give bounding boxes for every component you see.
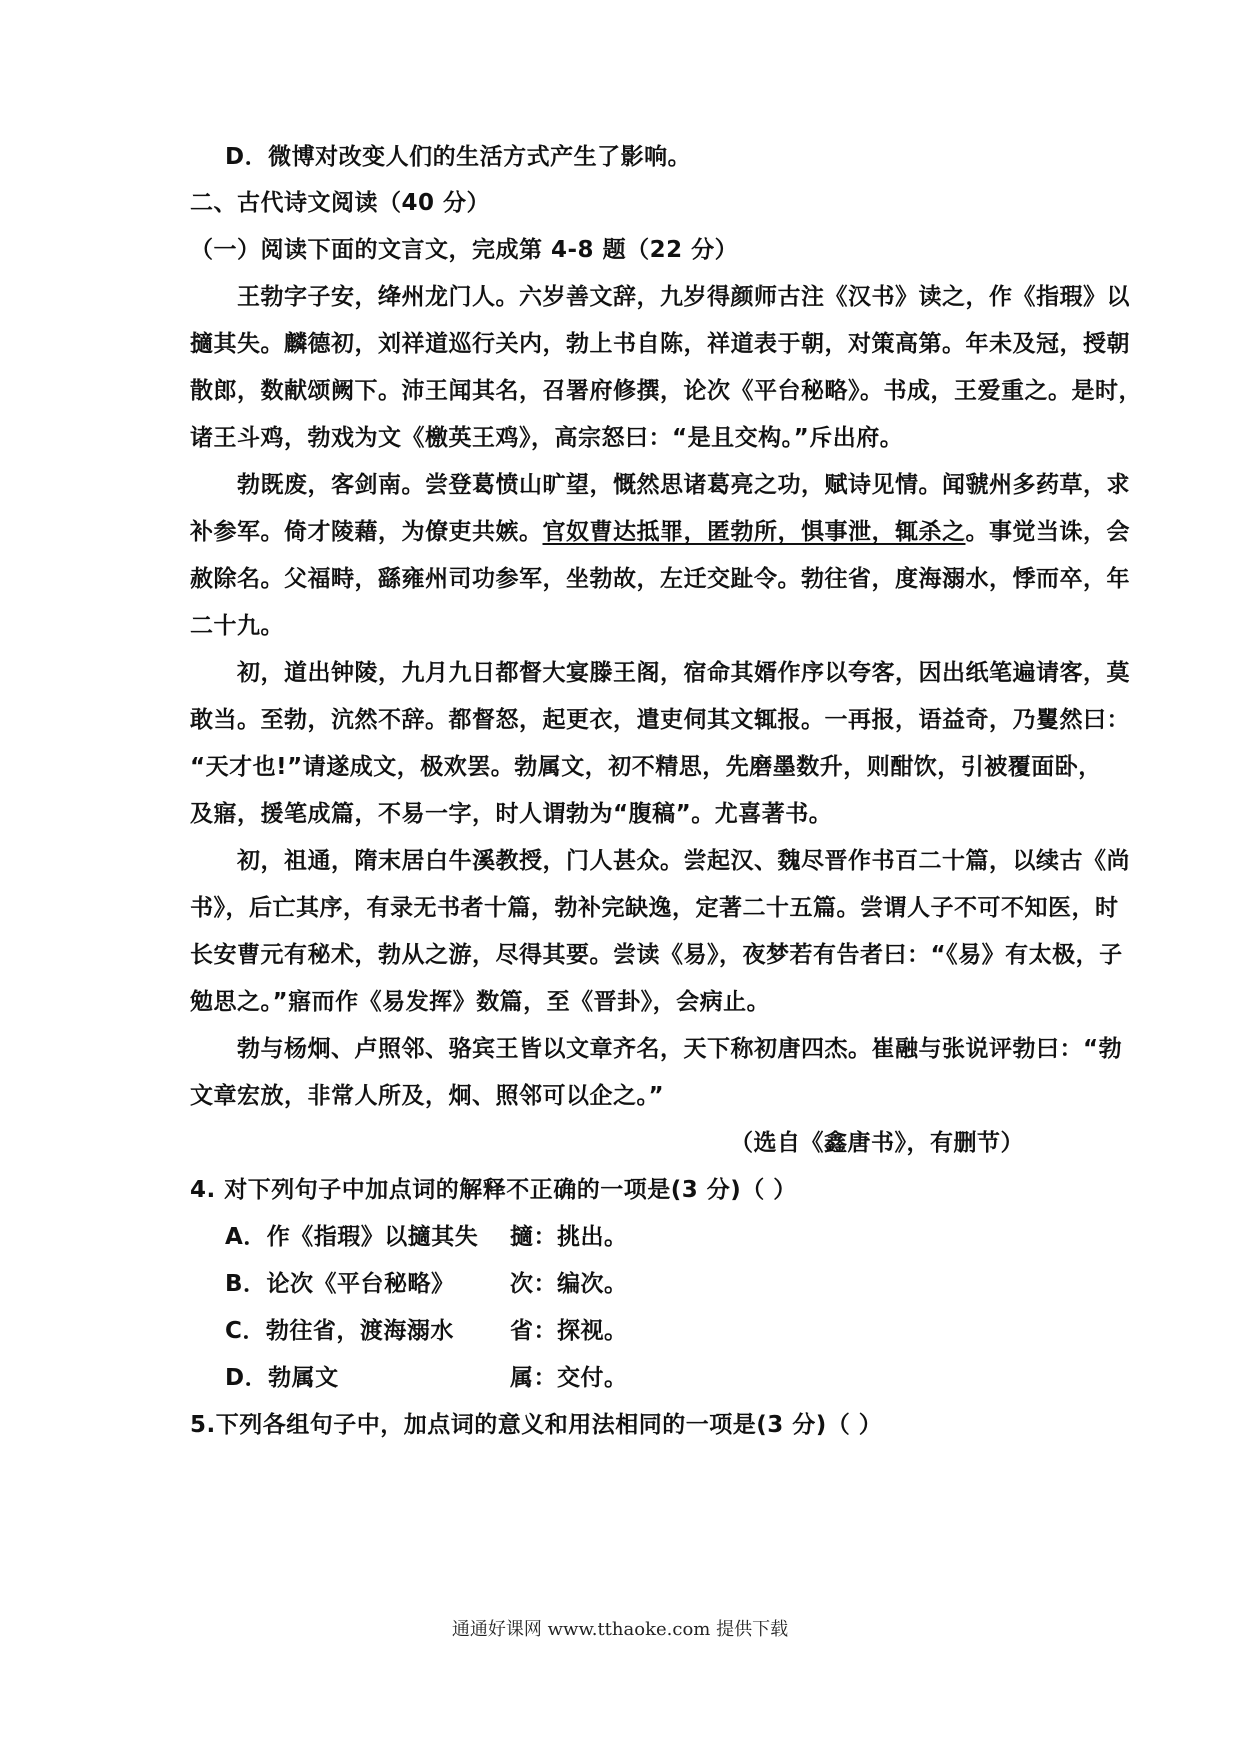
passage-p1-line4: 诸王斗鸡，勃戏为文《檄英王鸡》，高宗怒曰：“是且交构。”斥出府。 <box>190 425 904 451</box>
passage-p3-line1: 初，道出钟陵，九月九日都督大宴滕王阁，宿命其婿作序以夸客，因出纸笔遍请客，莫 <box>237 660 1130 686</box>
passage-p1-line3: 散郎，数献颂阙下。沛王闻其名，召署府修撰，论次《平台秘略》。书成，王爱重之。是时， <box>190 378 1142 404</box>
question-5: 5.下列各组句子中，加点词的意义和用法相同的一项是(3 分)（ ） <box>190 1412 883 1438</box>
passage-p1-line1: 王勃字子安，绛州龙门人。六岁善文辞，九岁得颜师古注《汉书》读之，作《指瑕》以 <box>237 284 1130 310</box>
option-b-gloss: 次：编次。 <box>510 1271 628 1297</box>
question-4-option-b <box>225 1269 1105 1299</box>
section-heading: 二、古代诗文阅读（40 分） <box>190 190 491 216</box>
passage-p3-line4: 及寤，援笔成篇，不易一字，时人谓勃为“腹稿”。尤喜著书。 <box>190 801 833 827</box>
page-footer: 通通好课网 www.tthaoke.com 提供下载 <box>451 1619 789 1640</box>
question-4-option-a <box>225 1222 1105 1252</box>
question-4: 4. 对下列句子中加点词的解释不正确的一项是(3 分)（ ） <box>190 1177 797 1203</box>
option-c-sentence: C．勃往省，渡海溺水 <box>225 1318 454 1344</box>
passage-p3-line3: “天才也!”请遂成文，极欢罢。勃属文，初不精思，先磨墨数升，则酣饮，引被覆面卧， <box>190 754 1102 780</box>
passage-p2-line2-post: 。事觉当诛，会 <box>965 519 1130 545</box>
option-a-gloss: 擿：挑出。 <box>510 1224 628 1250</box>
option-d-sentence: D．勃属文 <box>225 1365 339 1391</box>
passage-p2-line4: 二十九。 <box>190 613 284 639</box>
passage-p4-line1: 初，祖通，隋末居白牛溪教授，门人甚众。尝起汉、魏尽晋作书百二十篇，以续古《尚 <box>237 848 1130 874</box>
passage-p2-line2 <box>190 517 1130 547</box>
option-d-previous: D．微博对改变人们的生活方式产生了影响。 <box>225 144 692 170</box>
option-b-sentence: B．论次《平台秘略》 <box>225 1271 455 1297</box>
passage-p4-line3: 长安曹元有秘术，勃从之游，尽得其要。尝读《易》，夜梦若有告者曰：“《易》有太极，子 <box>190 942 1123 968</box>
passage-p5-line2: 文章宏放，非常人所及，炯、照邻可以企之。” <box>190 1083 665 1109</box>
passage-p1-line2: 擿其失。麟德初，刘祥道巡行关内，勃上书自陈，祥道表于朝，对策高第。年未及冠，授朝 <box>190 331 1130 357</box>
passage-p4-line4: 勉思之。”寤而作《易发挥》数篇，至《晋卦》，会病止。 <box>190 989 771 1015</box>
subsection-heading: （一）阅读下面的文言文，完成第 4-8 题（22 分） <box>190 237 739 263</box>
question-4-option-c <box>225 1316 1105 1346</box>
passage-p2-line3: 赦除名。父福畤，繇雍州司功参军，坐勃故，左迁交趾令。勃往省，度海溺水，悸而卒，年 <box>190 566 1130 592</box>
source-citation: （选自《鑫唐书》，有删节） <box>730 1130 1024 1156</box>
passage-p4-line2: 书》，后亡其序，有录无书者十篇，勃补完缺逸，定著二十五篇。尝谓人子不可不知医，时 <box>190 895 1119 921</box>
option-c-gloss: 省：探视。 <box>510 1318 628 1344</box>
passage-p2-line1: 勃既废，客剑南。尝登葛愤山旷望，慨然思诸葛亮之功，赋诗见情。闻虢州多药草，求 <box>237 472 1130 498</box>
option-d-gloss: 属：交付。 <box>510 1365 628 1391</box>
passage-p5-line1: 勃与杨炯、卢照邻、骆宾王皆以文章齐名，天下称初唐四杰。崔融与张说评勃曰：“勃 <box>237 1036 1123 1062</box>
underlined-sentence: 官奴曹达抵罪，匿勃所，惧事泄，辄杀之 <box>542 519 966 545</box>
passage-p3-line2: 敢当。至勃，沆然不辞。都督怒，起更衣，遣吏伺其文辄报。一再报，语益奇，乃矍然曰： <box>190 707 1130 733</box>
option-a-sentence: A．作《指瑕》以擿其失 <box>225 1224 479 1250</box>
question-4-option-d <box>225 1363 1105 1393</box>
passage-p2-line2-pre: 补参军。倚才陵藉，为僚吏共嫉。 <box>190 519 543 545</box>
